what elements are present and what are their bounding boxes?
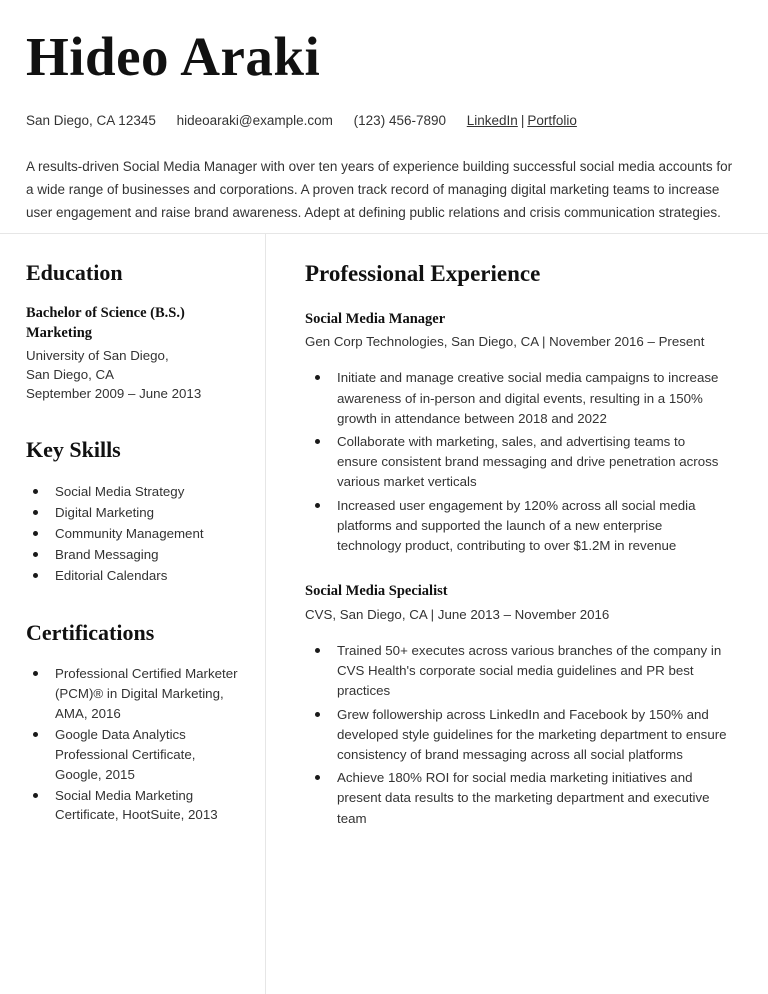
job-title: Social Media Specialist (305, 583, 448, 600)
list-item: Digital Marketing (26, 503, 243, 523)
education-title: Education (26, 260, 123, 285)
list-item: Increased user engagement by 120% across all social media platforms and supported the launch of a new enterprise technology product, contributing to over $1.2M in revenue (305, 496, 728, 557)
list-item: Social Media Strategy (26, 482, 243, 502)
list-item: Google Data Analytics Professional Certificate, Google, 2015 (26, 725, 243, 785)
education-dates: September 2009 – June 2013 (26, 386, 202, 402)
contact-links (467, 113, 577, 128)
education-section (26, 260, 243, 403)
list-item: Trained 50+ executes across various branches of the company in CVS Health's corporate social media guidelines and PR best practices (305, 641, 728, 702)
list-item: Initiate and manage creative social media campaigns to increase awareness of in-person and digital events, resulting in a 150% growth in attendance between 2018 and 2022 (305, 368, 728, 429)
columns-container (0, 234, 768, 832)
link-separator: | (520, 112, 525, 128)
list-item: Brand Messaging (26, 545, 243, 565)
key-skills-list (26, 482, 243, 586)
linkedin-link[interactable]: LinkedIn (466, 112, 518, 128)
experience-title: Professional Experience (305, 261, 541, 286)
contact-email: hideoaraki@example.com (176, 112, 333, 128)
contact-phone: (123) 456-7890 (353, 112, 446, 128)
resume-header (0, 0, 768, 131)
job-bullets (305, 641, 728, 829)
job-title: Social Media Manager (305, 310, 446, 327)
education-location: San Diego, CA (26, 366, 114, 382)
certifications-title: Certifications (26, 619, 155, 645)
list-item: Editorial Calendars (26, 566, 243, 586)
key-skills-title: Key Skills (26, 437, 121, 463)
education-institution: University of San Diego, (26, 347, 169, 363)
job-entry (305, 310, 728, 557)
contact-location: San Diego, CA 12345 (26, 112, 156, 128)
list-item: Grew followership across LinkedIn and Facebook by 150% and developed style guidelines for the marketing department to ensure consistency of brand messaging across all social platforms (305, 705, 728, 766)
portfolio-link[interactable]: Portfolio (527, 112, 577, 128)
certifications-list (26, 664, 243, 826)
list-item: Collaborate with marketing, sales, and advertising teams to ensure consistent brand messaging and drive penetration across various market verticals (305, 432, 728, 493)
job-meta: CVS, San Diego, CA | June 2013 – November 2016 (305, 607, 610, 623)
certifications-section (26, 620, 243, 826)
candidate-name: Hideo Araki (26, 26, 321, 87)
key-skills-section (26, 437, 243, 585)
job-entry (305, 582, 728, 829)
sidebar-column (0, 234, 265, 826)
contact-line (26, 112, 742, 131)
experience-column (265, 234, 768, 832)
job-meta: Gen Corp Technologies, San Diego, CA | November 2016 – Present (305, 334, 705, 350)
list-item: Professional Certified Marketer (PCM)® in Digital Marketing, AMA, 2016 (26, 664, 243, 724)
job-bullets (305, 368, 728, 556)
list-item: Achieve 180% ROI for social media marketing initiatives and present data results to the marketing department and executive team (305, 768, 728, 829)
professional-summary: A results-driven Social Media Manager with over ten years of experience building successful social media accounts for a wide range of businesses and corporations. A proven track record of managing digital marketing teams to increase user engagement and raise brand awareness. Adept at defining public relations and crisis communication strategies. (26, 158, 733, 221)
list-item: Community Management (26, 524, 243, 544)
list-item: Social Media Marketing Certificate, HootSuite, 2013 (26, 786, 243, 826)
education-degree: Bachelor of Science (B.S.) Marketing (26, 305, 185, 341)
